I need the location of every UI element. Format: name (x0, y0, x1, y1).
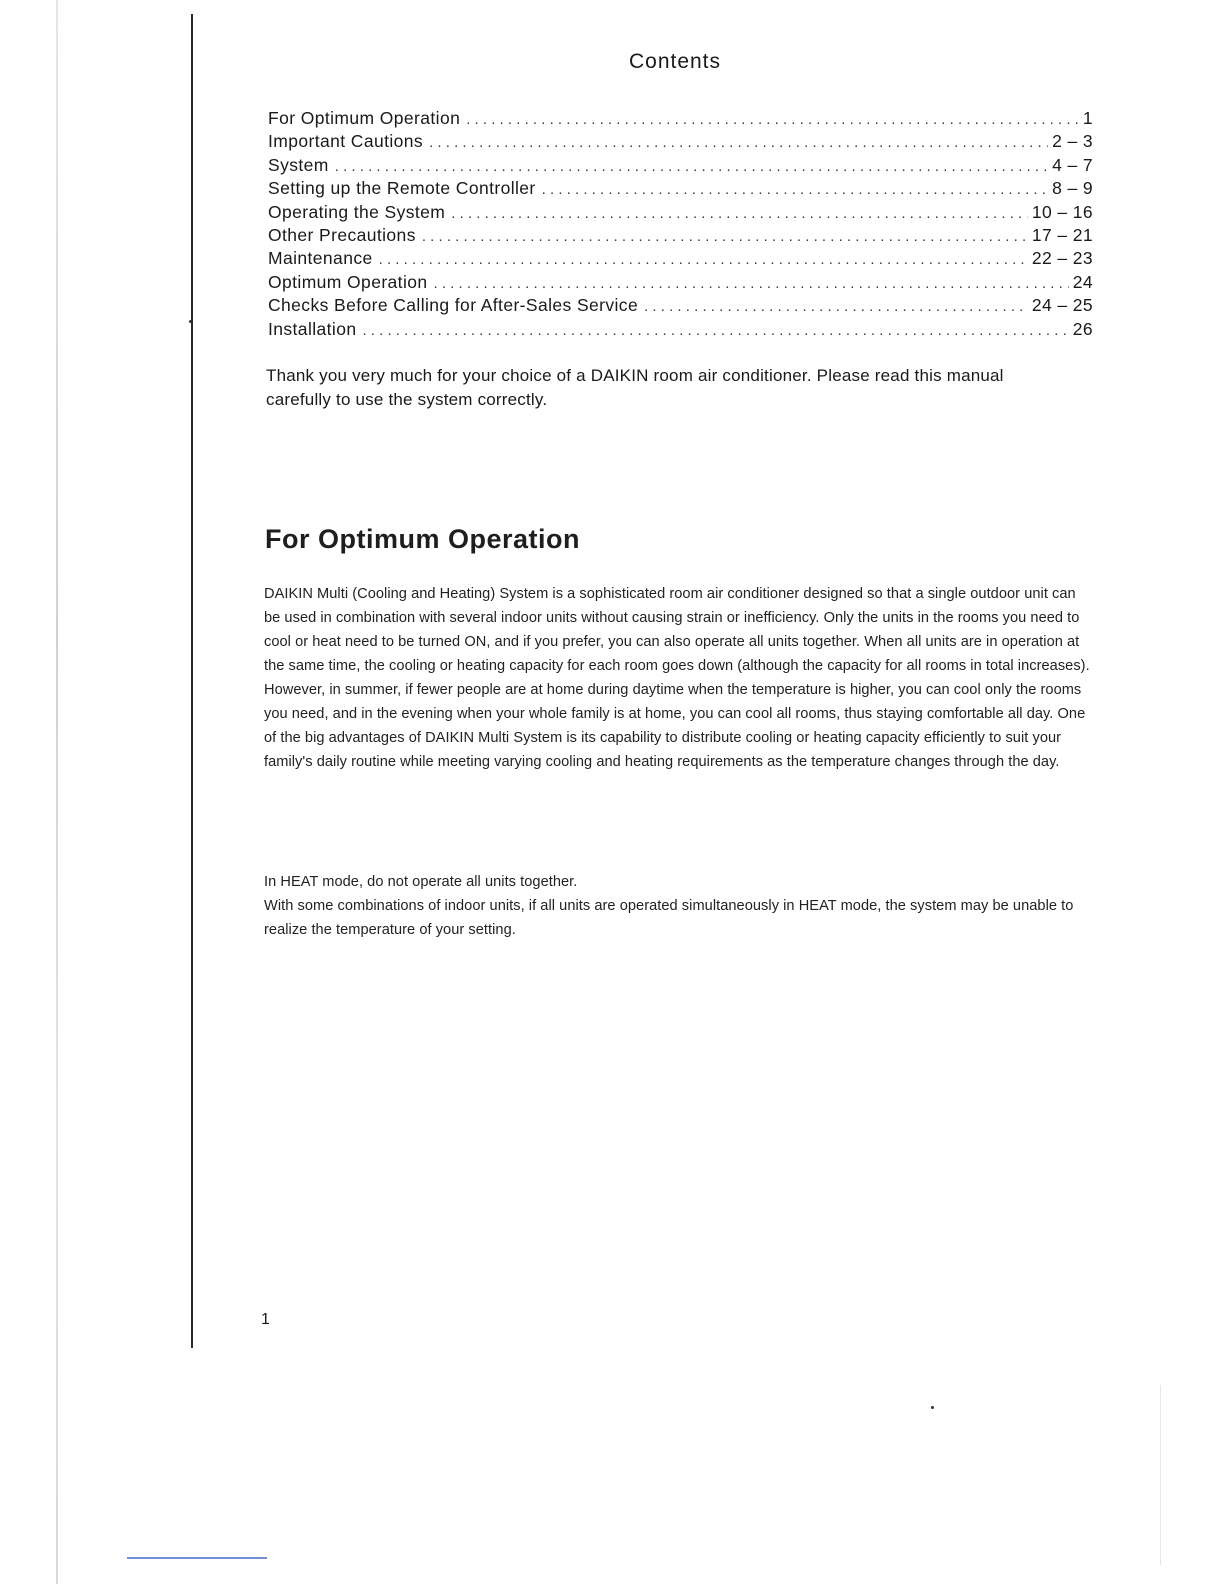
toc-entry-title: Setting up the Remote Controller (268, 178, 536, 199)
toc-entry[interactable] (268, 294, 1093, 317)
toc-dot-leader (466, 108, 1079, 131)
toc-dot-leader (422, 225, 1028, 248)
toc-dot-leader (335, 155, 1048, 178)
contents-heading: Contents (628, 50, 722, 73)
toc-entry-title: Other Precautions (268, 224, 416, 245)
scan-speck (189, 320, 192, 323)
heat-mode-warning: In HEAT mode, do not operate all units together. (264, 874, 578, 890)
toc-dot-leader (379, 248, 1028, 271)
toc-dot-leader (362, 319, 1068, 342)
toc-entry-pages: 26 (1072, 318, 1093, 339)
section-paragraph-2 (264, 870, 1094, 942)
toc-entry-pages: 1 (1082, 108, 1093, 128)
toc-entry[interactable] (268, 318, 1093, 341)
toc-entry-title: Installation (268, 318, 357, 339)
toc-entry[interactable] (268, 177, 1093, 200)
toc-dot-leader (644, 295, 1028, 318)
toc-entry[interactable] (268, 107, 1093, 130)
toc-dot-leader (429, 131, 1048, 154)
toc-entry[interactable] (268, 271, 1093, 294)
toc-entry-pages: 24 – 25 (1031, 295, 1093, 316)
page-number: 1 (261, 1311, 270, 1328)
toc-entry[interactable] (268, 247, 1093, 270)
toc-dot-leader (542, 178, 1048, 201)
toc-entry-title: Maintenance (268, 248, 373, 269)
toc-entry-title: System (268, 154, 329, 175)
toc-entry[interactable] (268, 154, 1093, 177)
toc-entry-pages: 17 – 21 (1031, 224, 1093, 245)
toc-entry-pages: 4 – 7 (1052, 154, 1093, 175)
toc-entry-title: Operating the System (268, 201, 446, 222)
toc-entry-pages: 10 – 16 (1031, 201, 1093, 222)
toc-entry-pages: 8 – 9 (1052, 178, 1093, 199)
intro-thanks-text: Thank you very much for your choice of a DAIKIN room air conditioner. Please read this manual carefully to use the system correctly. (266, 366, 1004, 409)
section-title: For Optimum Operation (265, 524, 581, 554)
toc-entry-title: For Optimum Operation (268, 108, 461, 128)
scan-bottom-mark (127, 1557, 267, 1559)
toc-entry[interactable] (268, 201, 1093, 224)
toc-entry-title: Checks Before Calling for After-Sales Service (268, 295, 639, 316)
toc-entry-pages: 2 – 3 (1052, 131, 1093, 152)
section-paragraph-1: DAIKIN Multi (Cooling and Heating) System is a sophisticated room air conditioner designed so that a single outdoor unit can be used in combination with several indoor units without causing strain or inefficiency. Only the units in the rooms you need to cool or heat need to be turned ON, and if you prefer, you can also operate all units together. When all units are in operation at the same time, the cooling or heating capacity for each room goes down (although the capacity for all rooms in total increases). However, in summer, if fewer people are at home during daytime when the temperature is higher, you can cool only the rooms you need, and in the evening when your whole family is at home, you can cool all rooms, thus staying comfortable all day. One of the big advantages of DAIKIN Multi System is its capability to distribute cooling or heating capacity efficiently to suit your family's daily routine while meeting varying cooling and heating requirements as the temperature changes through the day. (264, 586, 1090, 770)
toc-entry[interactable] (268, 130, 1093, 153)
toc-dot-leader (451, 202, 1028, 225)
binding-rule (191, 14, 193, 1348)
scan-right-edge (1160, 1385, 1161, 1565)
toc-entry[interactable] (268, 224, 1093, 247)
toc-entry-pages: 24 (1072, 271, 1093, 292)
scan-speck (931, 1406, 934, 1409)
table-of-contents (268, 107, 1093, 341)
toc-dot-leader (434, 272, 1069, 295)
scan-edge-shadow (56, 0, 58, 1584)
toc-entry-title: Important Cautions (268, 131, 424, 152)
heat-mode-explanation: With some combinations of indoor units, if all units are operated simultaneously in HEAT mode, the system may be unable to realize the temperature of your setting. (264, 898, 1074, 938)
toc-entry-title: Optimum Operation (268, 271, 428, 292)
toc-entry-pages: 22 – 23 (1031, 248, 1093, 269)
